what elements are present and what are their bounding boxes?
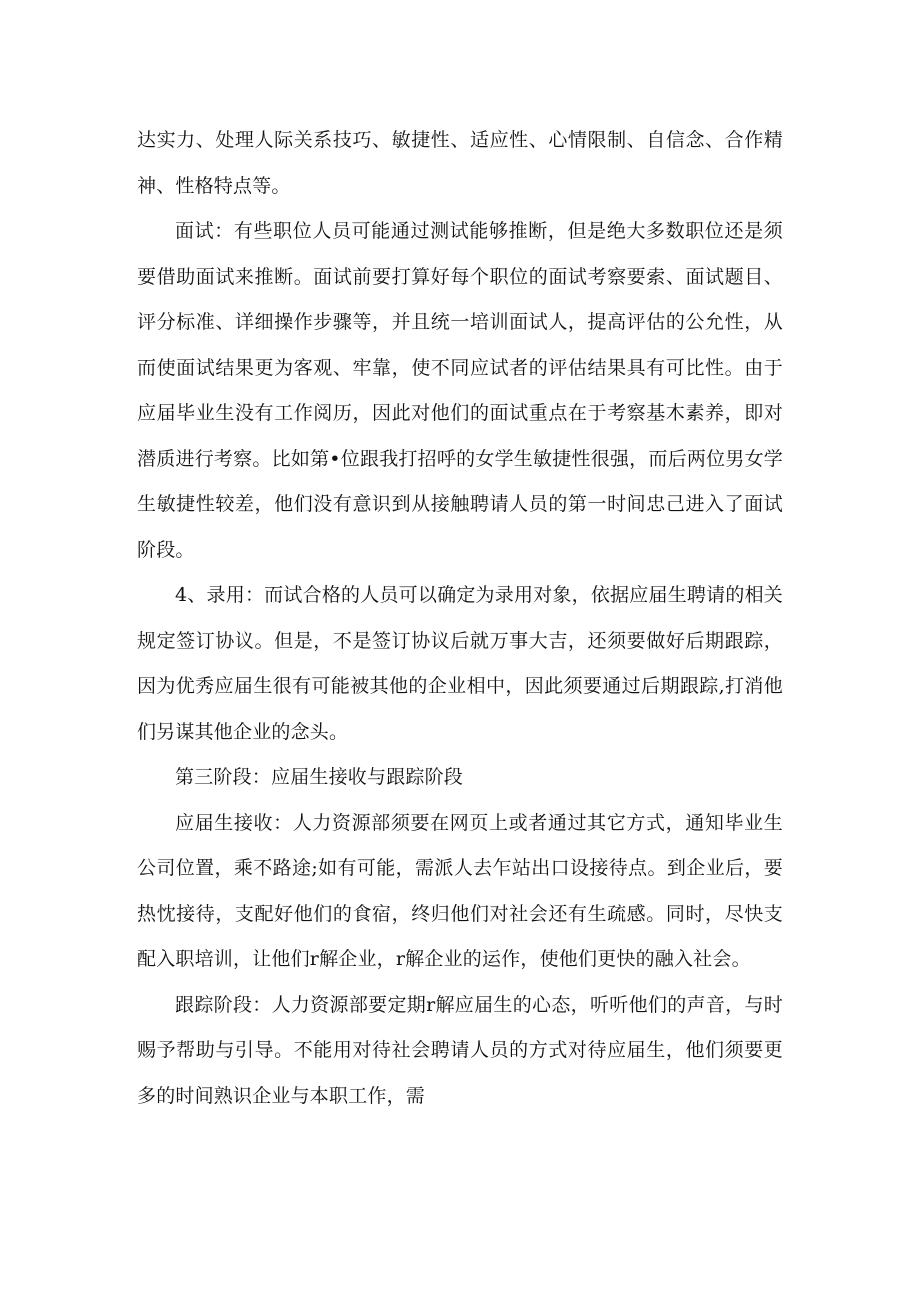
paragraph-tracking: 跟踪阶段：人力资源部要定期r解应届生的心态，听听他们的声音，与时赐予帮助与引导。不能用对待社会聘请人员的方式对待应届生，他们须要更多的时间熟识企业与本职工作，需 bbox=[137, 993, 783, 1107]
document-body bbox=[137, 118, 783, 1119]
paragraph-reception: 应届生接收：人力资源部须要在网页上或者通过其它方式，通知毕业生公司位置，乘不路途;如有可能，需派人去乍站出口设接待点。到企业后，要热忱接待，支配好他们的食宿，终归他们对社会还有生疏感。同时，尽快支配入职培训，让他们r解企业，r解企业的运作，使他们更快的融入社会。 bbox=[137, 811, 783, 970]
section-heading-stage-three: 第三阶段：应届生接收与跟踪阶段 bbox=[175, 766, 464, 788]
paragraph-interview: 面试：有些职位人员可能通过测试能够推断，但是绝大多数职位还是须要借助面试来推断。面试前要打算好每个职位的面试考察要索、面试题目、评分标准、详细操作步骤等，并且统一培训面试人，提高评估的公允性，从而使面试结果更为客观、牢靠，使不同应试者的评估结果具有可比性。由于应届毕业生没有工作阅历，因此对他们的面试重点在于考察基木素养，即对潜质进行考察。比如第•位跟我打招呼的女学生敏捷性很强，而后两位男女学生敏捷性较差，他们没有意识到从接触聘请人员的第一时间忠己进入了面试阶段。 bbox=[137, 220, 783, 561]
paragraph-traits: 达实力、处理人际关系技巧、敏捷性、适应性、心情限制、自信念、合作精神、性格特点等。 bbox=[137, 129, 783, 197]
paragraph-hiring: 4、录用：而试合格的人员可以确定为录用对象，依据应届生聘请的相关规定签订协议。但是，不是签订协议后就万事大吉，还须要做好后期跟踪，因为优秀应届生很有可能被其他的企业相中，因此须要通过后期跟踪,打消他们另谋其他企业的念头。 bbox=[137, 584, 783, 743]
